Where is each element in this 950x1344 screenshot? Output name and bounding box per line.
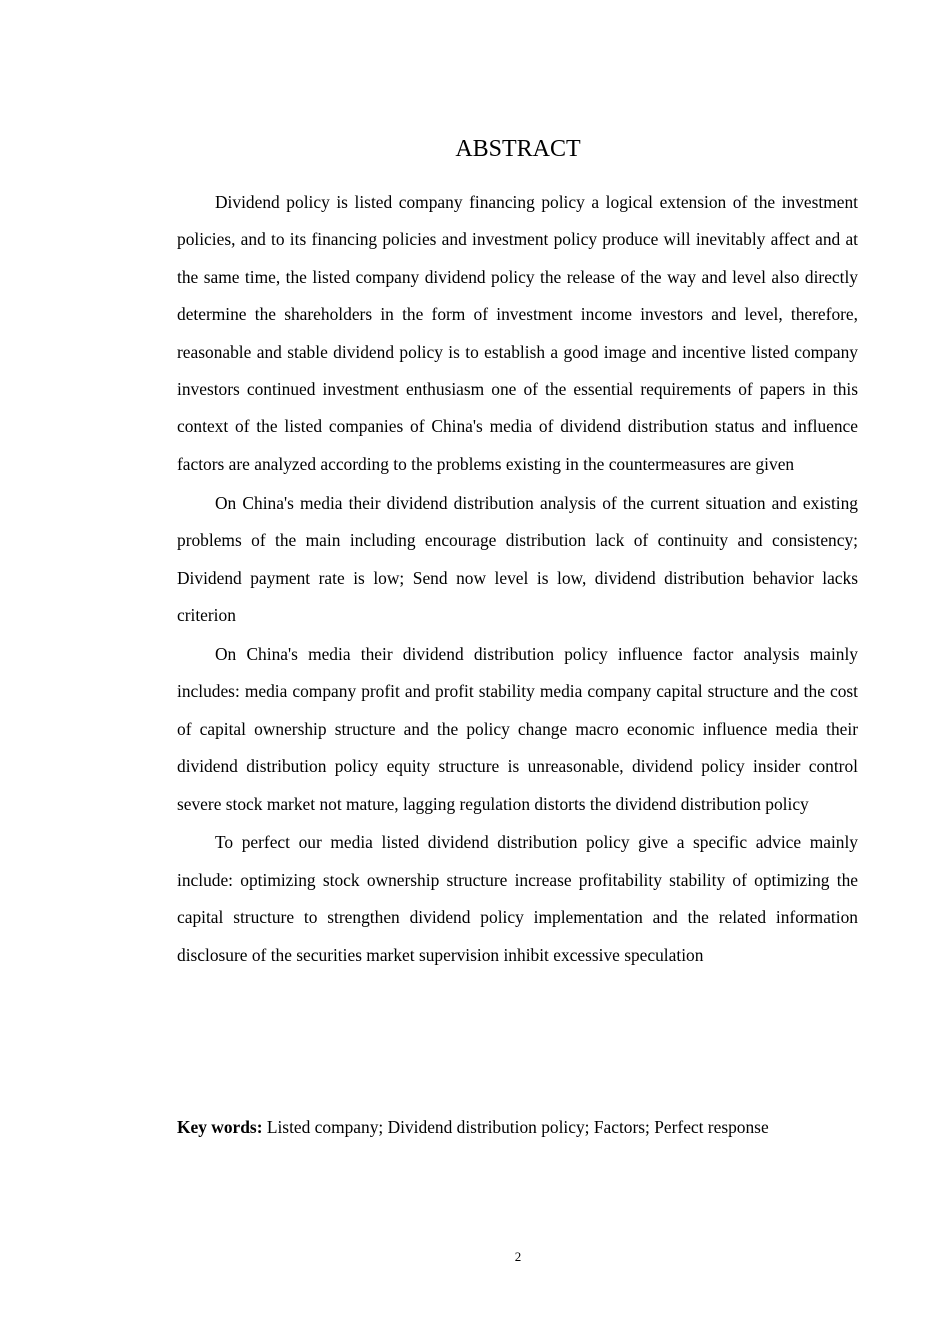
abstract-paragraph-1: Dividend policy is listed company financing policy a logical extension of the investment policies, and to its financing policies and investment policy produce will inevitably affect and at the same time, the listed company dividend policy the release of the way and level also directly determine the shareholders in the form of investment income investors and level, therefore, reasonable and stable dividend policy is to establish a good image and incentive listed company investors continued investment enthusiasm one of the essential requirements of papers in this context of the listed companies of China's media of dividend distribution status and influence factors are analyzed according to the problems existing in the countermeasures are given [177,192,858,474]
page-number: 2 [514,1249,522,1264]
abstract-paragraph-4: To perfect our media listed dividend distribution policy give a specific advice mainly include: optimizing stock ownership structure increase profitability stability of optimizing the capital structure to strengthen dividend policy implementation and the related information disclosure of the securities market supervision inhibit excessive speculation [177,832,858,965]
keywords-label: Key words: [177,1117,263,1137]
keywords-line [177,1111,867,1143]
abstract-paragraph-3: On China's media their dividend distribution policy influence factor analysis mainly includes: media company profit and profit stability media company capital structure and the cost of capital ownership structure and the policy change macro economic influence media their dividend distribution policy equity structure is unreasonable, dividend policy insider control severe stock market not mature, lagging regulation distorts the dividend distribution policy [177,643,858,814]
keywords-text: Listed company; Dividend distribution policy; Factors; Perfect response [262,1117,769,1137]
abstract-paragraph-2: On China's media their dividend distribution analysis of the current situation and existing problems of the main including encourage distribution lack of continuity and consistency; Dividend payment rate is low; Send now level is low, dividend distribution behavior lacks criterion [177,492,858,625]
abstract-title [43,133,950,165]
abstract-body [177,184,858,974]
abstract-title-text: ABSTRACT [455,136,581,162]
